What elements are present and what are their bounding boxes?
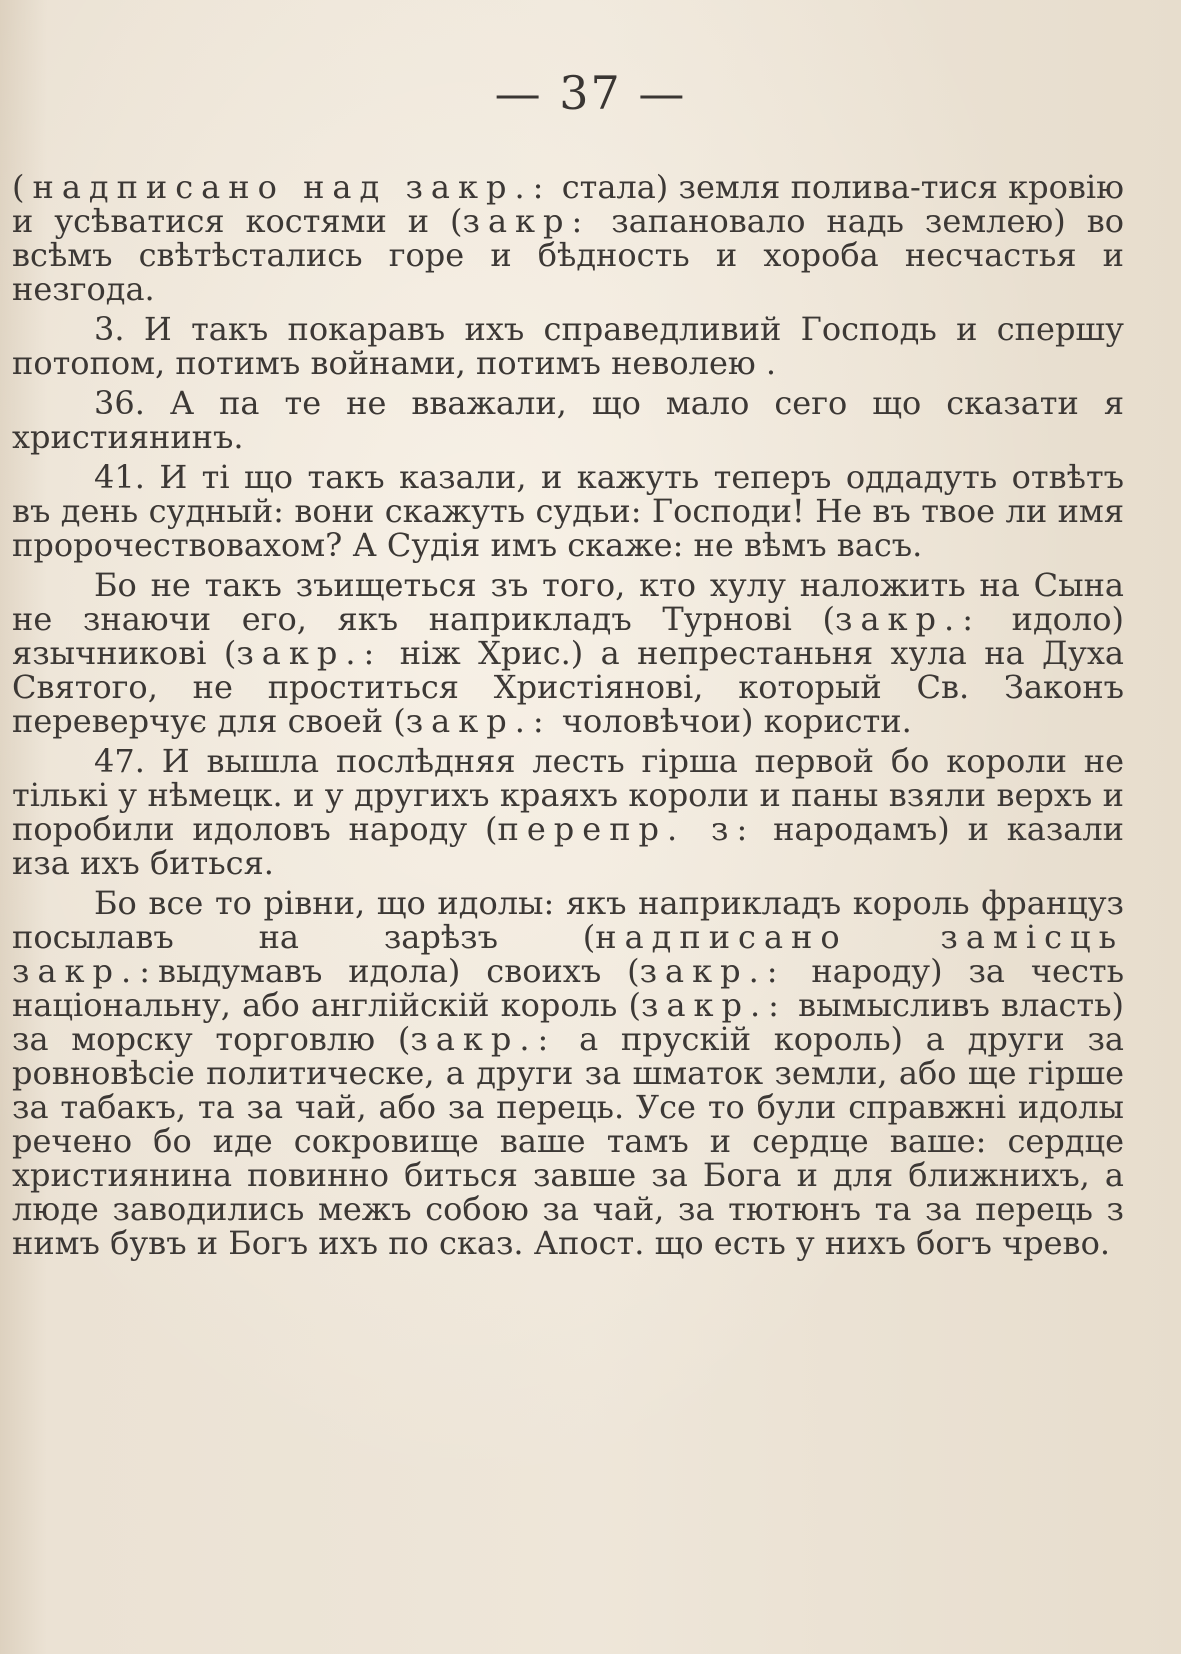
paragraph-p6	[12, 744, 1124, 880]
editorial-note: закр.:	[835, 600, 981, 638]
text-segment: чоловѣчои) користи.	[551, 702, 912, 740]
text-segment: запановало надь землею) во всѣмъ свѣтѣстались горе и бѣдность и хороба несчастья и незгода.	[12, 202, 1124, 308]
editorial-note: закр.:	[410, 1020, 557, 1058]
text-segment: выдумавъ идола) своихъ (	[157, 952, 640, 990]
page-number: — 37 —	[494, 66, 687, 120]
editorial-note: надписано замісць закр.:	[12, 918, 1125, 990]
text-segment: идоло) язычникові (	[12, 600, 1125, 672]
text-segment: стала) земля полива-тися кровію и усѣватися костями и (	[12, 168, 1125, 240]
paragraph-p4	[12, 460, 1124, 562]
editorial-note: перепр. з:	[497, 810, 756, 848]
text-segment: Бо все то рівни, що идолы: якъ наприкладъ король француз посылавъ на зарѣзъ (	[12, 884, 1124, 956]
text-segment: Бо не такъ зъищеться зъ того, кто хулу наложить на Сына не знаючи его, якъ наприкладъ Турнові (	[12, 566, 1124, 638]
paragraph-p1	[12, 170, 1124, 306]
text-segment: народамъ) и казали иза ихъ биться.	[12, 810, 1124, 882]
text-segment: ніж Хрис.) а непрестаньня хула на Духа Святого, не проститься Христіянові, который Св. Законъ переверчує для своей (	[12, 634, 1125, 740]
editorial-note: закр.:	[639, 952, 786, 990]
editorial-note: закр.:	[640, 986, 787, 1024]
paragraph-p5	[12, 568, 1124, 738]
editorial-note: закр.:	[236, 634, 383, 672]
text-segment: вымысливъ власть) за морску торговлю (	[12, 986, 1125, 1058]
editorial-note: закр:	[462, 202, 591, 240]
editorial-note: закр.:	[405, 702, 552, 740]
text-segment: народу) за честь національну, або англійскій король (	[12, 952, 1124, 1024]
text-segment: 3. И такъ покаравъ ихъ справедливий Господь и спершу потопом, потимъ войнами, потимъ неволею .	[12, 310, 1124, 382]
body-text	[12, 170, 1124, 1266]
paragraph-p3	[12, 386, 1124, 454]
paragraph-p2	[12, 312, 1124, 380]
text-segment: 36. А па те не вважали, що мало сего що сказати я християнинъ.	[12, 384, 1124, 456]
text-segment: а прускій король) а други за ровновѣсіе политическе, а други за шматок земли, або ще гірше за табакъ, та за чай, або за перець. Усе то були справжні идолы речено бо иде сокровище ваше тамъ и сердце ваше: сердце християнина повинно биться завше за Бога и для ближнихъ, а люде заводились межъ собою за чай, за тютюнъ та за перець з нимъ бувъ и Богъ ихъ по сказ. Апост. що есть у нихъ богъ чрево.	[12, 1020, 1125, 1262]
paragraph-p7	[12, 886, 1124, 1260]
text-segment: 41. И ті що такъ казали, и кажуть теперъ оддадуть отвѣтъ въ день судный: вони скажуть судьи: Господи! Не въ твое ли имя пророчествовахом? А Судія имъ скаже: не вѣмъ васъ.	[12, 458, 1124, 564]
text-segment: 47. И вышла послѣдняя лесть гірша первой бо короли не тількі у нѣмецк. и у другихъ краяхъ короли и паны взяли верхъ и поробили идоловъ народу (	[12, 742, 1124, 848]
editorial-note: (надписано над закр.:	[12, 168, 552, 206]
